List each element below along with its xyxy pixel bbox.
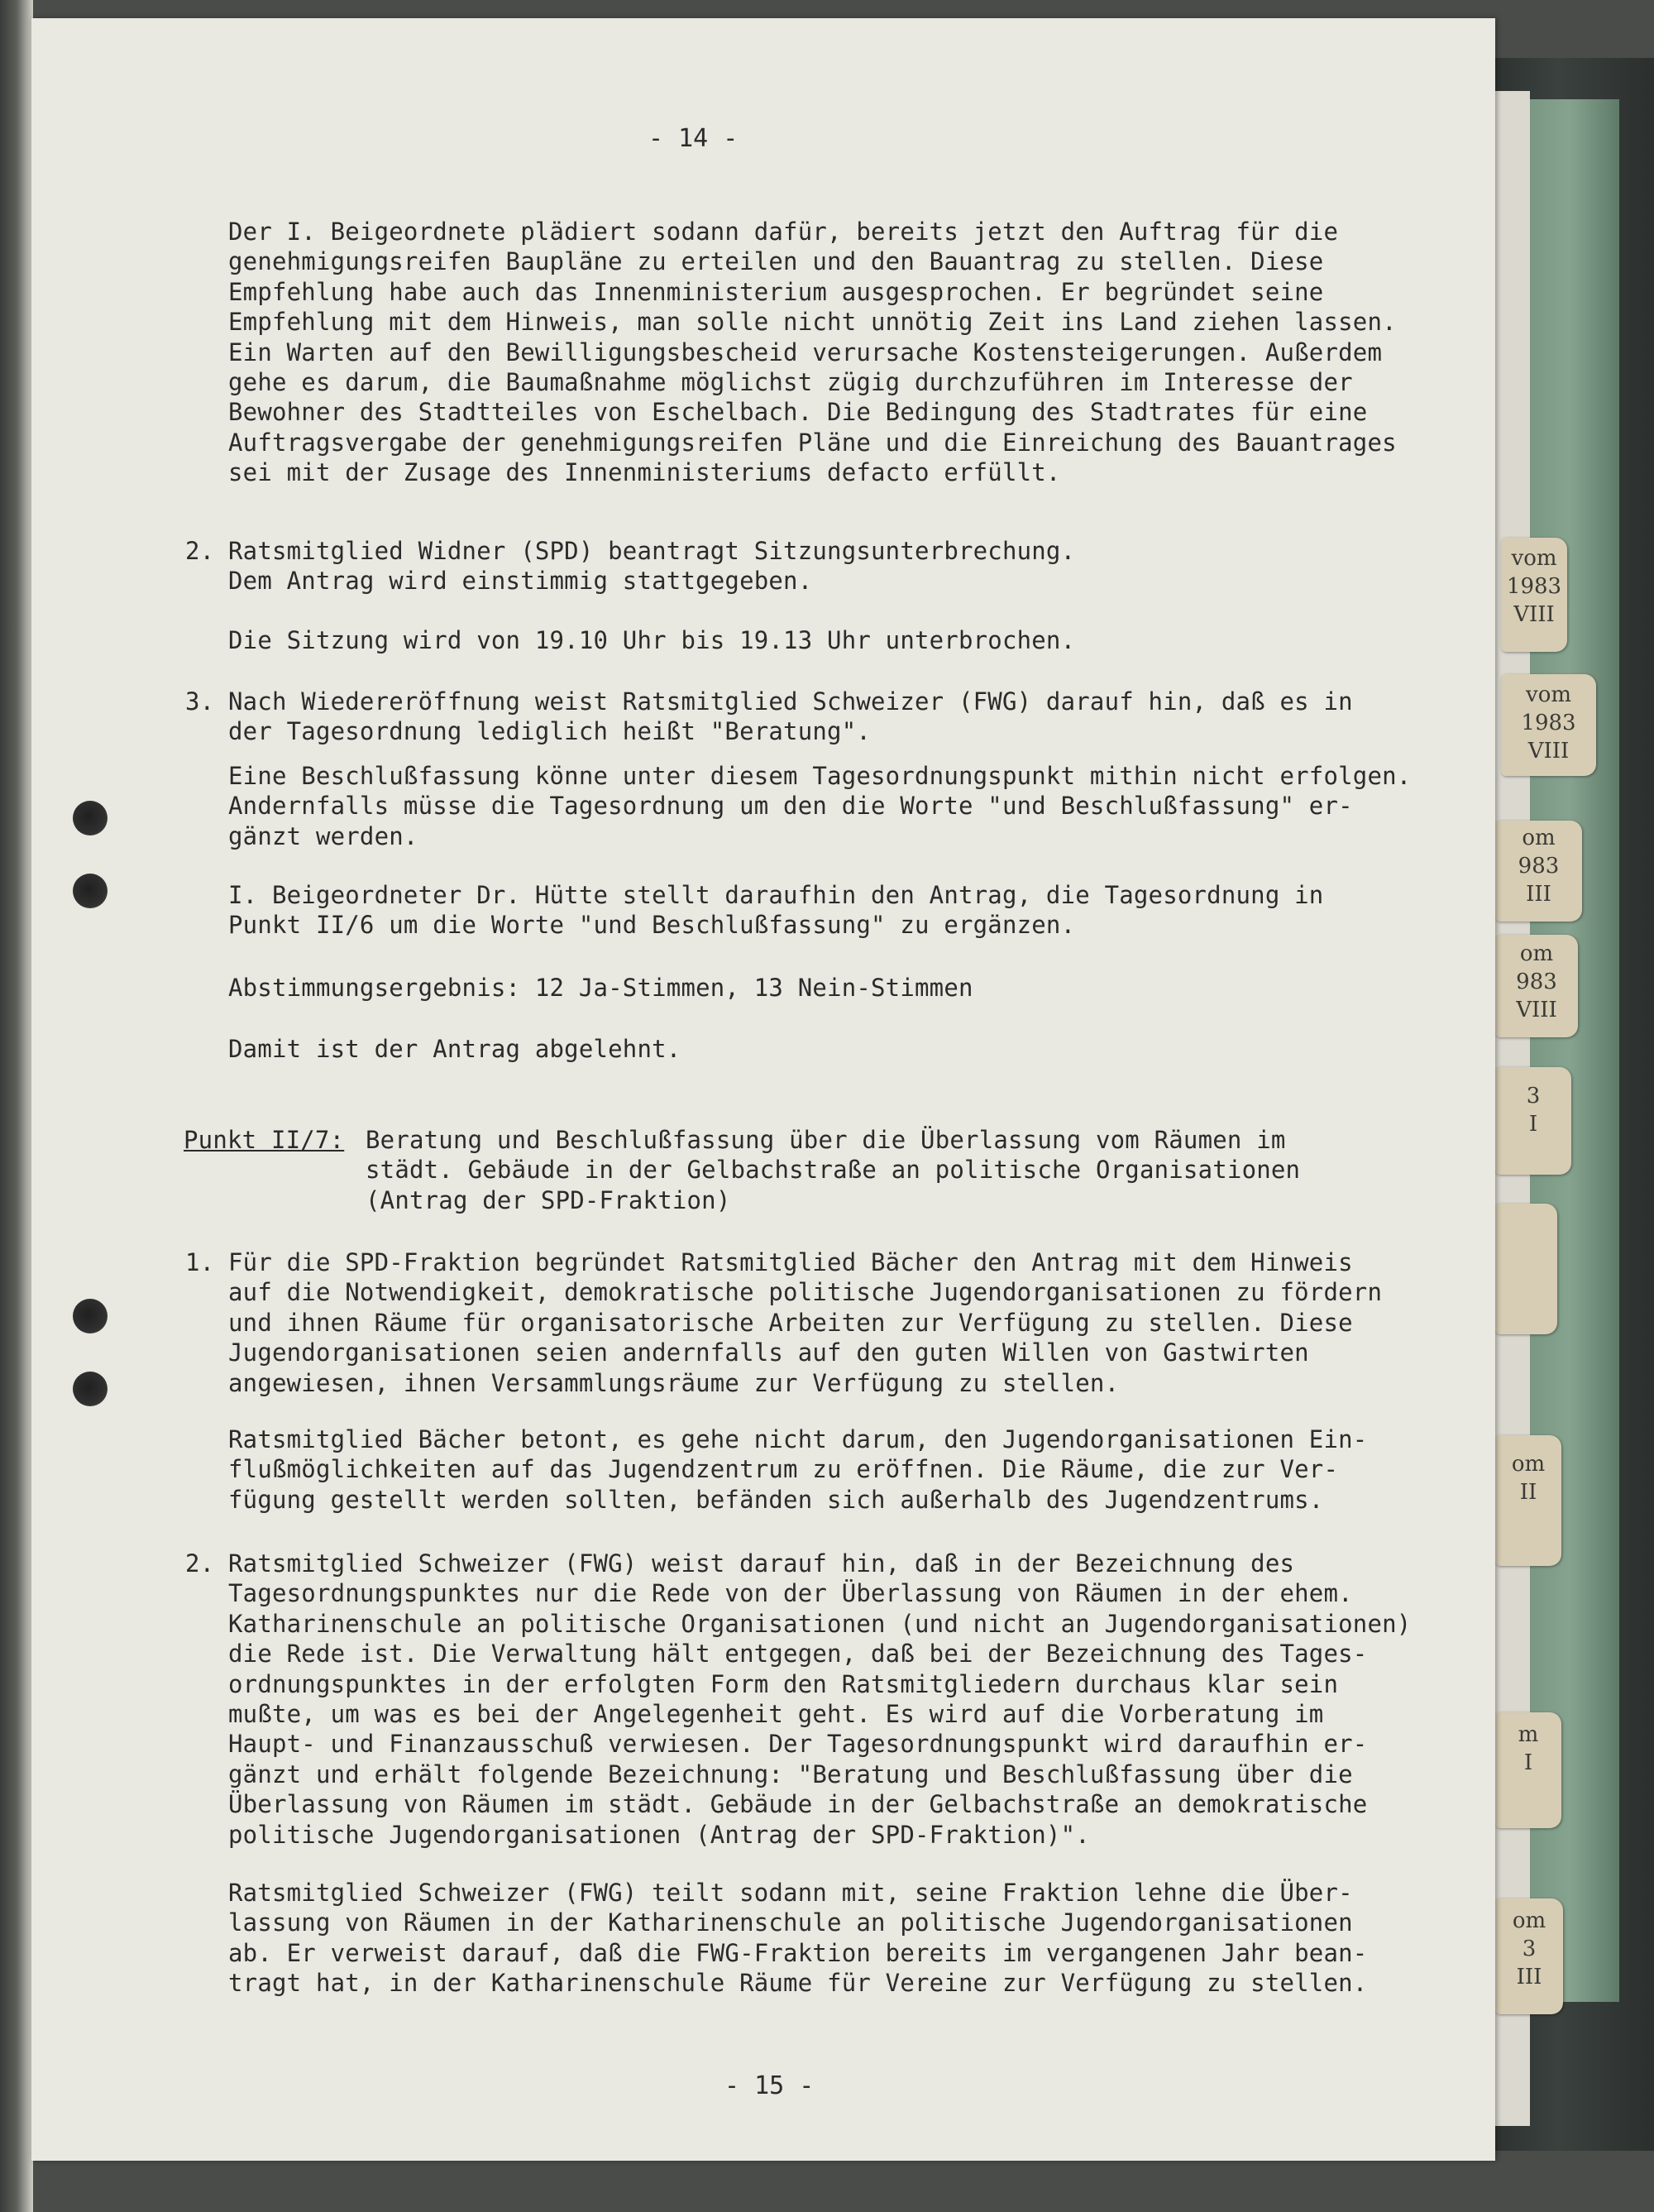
p7-item-1-text: Für die SPD-Fraktion begründet Ratsmitglied Bächer den Antrag mit dem Hinweis auf die Notwendigkeit, demokratische politische Jugendorganisationen zu fördern und ihnen Räume für organisatorische Arbeiten zur Verfügung zu stellen. Diese Jugendorganisationen seien andernfalls auf den guten Willen von Gastwirten angewiesen, ihnen Versammlungsräume zur Verfügung zu stellen.: [228, 1248, 1383, 1397]
tab-line: 3: [1522, 1937, 1537, 1961]
punch-hole: [73, 874, 108, 908]
tab-line: VIII: [1527, 739, 1570, 764]
index-tab[interactable]: [1495, 1712, 1561, 1828]
p7-item-2-paragraph-2: Ratsmitglied Schweizer (FWG) teilt sodann mit, seine Fraktion lehne die Über- lassung von Räumen in der Katharinenschule an politische Jugendorganisationen ab. Er verweist darauf, daß die FWG-Fraktion bereits im vergangenen Jahr bean- tragt hat, in der Katharinenschule Räume für Vereine zur Verfügung zu stellen.: [228, 1879, 1368, 1998]
page-number-header: - 14 -: [648, 124, 739, 153]
motion-result: Damit ist der Antrag abgelehnt.: [228, 1035, 681, 1063]
p7-item-2-text: Ratsmitglied Schweizer (FWG) weist darauf hin, daß in der Bezeichnung des Tagesordnungspunktes nur die Rede von der Überlassung von Räumen in der ehem. Katharinenschule an politische Organisationen (und nicht an Jugendorganisationen) die Rede ist. Die Verwaltung hält entgegen, daß bei der Bezeichnung des Tages- ordnungspunktes in der erfolgten Form den Ratsmitgliedern durchaus klar sein mußte, um was es bei der Angelegenheit geht. Es wird auf die Vorberatung im Haupt- und Finanzausschuß verwiesen. Der Tagesordnungspunkt wird daraufhin er- gänzt und erhält folgende Bezeichnung: "Beratung und Beschlußfassung über die Überlassung von Räumen im städt. Gebäude in der Gelbachstraße an demokratische politische Jugendorganisationen (Antrag der SPD-Fraktion)".: [228, 1549, 1412, 1849]
agenda-item-label: Punkt II/7:: [184, 1126, 345, 1154]
tab-line: 3: [1526, 1084, 1541, 1108]
punch-hole: [73, 801, 108, 835]
item-number: 2.: [185, 537, 215, 565]
item-number: 3.: [185, 687, 215, 716]
index-tab[interactable]: [1495, 821, 1582, 922]
index-tab[interactable]: [1501, 674, 1596, 776]
agenda-item-title: Beratung und Beschlußfassung über die Überlassung vom Räumen im städt. Gebäude in der Gelbachstraße an politische Organisationen (Antrag der SPD-Fraktion): [366, 1126, 1301, 1214]
punch-hole: [73, 1299, 108, 1333]
document-page: [31, 18, 1495, 2161]
tab-line: VIII: [1516, 998, 1557, 1022]
vote-result: Abstimmungsergebnis: 12 Ja-Stimmen, 13 Nein-Stimmen: [228, 974, 973, 1002]
tab-line: om: [1519, 941, 1554, 966]
tab-line: 1983: [1506, 574, 1562, 599]
tab-line: VIII: [1513, 602, 1555, 627]
index-tab[interactable]: [1495, 1067, 1571, 1175]
session-break-text: Die Sitzung wird von 19.10 Uhr bis 19.13 Uhr unterbrochen.: [228, 626, 1076, 654]
tab-line: 1983: [1521, 711, 1576, 735]
tab-line: II: [1519, 1480, 1537, 1505]
tab-line: I: [1523, 1750, 1533, 1775]
item-number: 2.: [185, 1549, 215, 1578]
tab-line: III: [1526, 882, 1551, 907]
binder-left-edge: [0, 0, 33, 2212]
tab-line: om: [1512, 1908, 1546, 1933]
tab-line: m: [1518, 1722, 1539, 1747]
item-3-paragraph-2: Eine Beschlußfassung könne unter diesem Tagesordnungspunkt mithin nicht erfolgen. Andernfalls müsse die Tagesordnung um den die Worte "und Beschlußfassung" er- gänzt werden.: [228, 762, 1412, 850]
tab-line: III: [1516, 1965, 1542, 1989]
punch-hole: [73, 1372, 108, 1406]
index-tab[interactable]: [1495, 1204, 1557, 1334]
item-3-text: Nach Wiedereröffnung weist Ratsmitglied Schweizer (FWG) darauf hin, daß es in der Tagesordnung lediglich heißt "Beratung".: [228, 687, 1353, 746]
tab-line: om: [1522, 826, 1556, 850]
item-3-paragraph-3: I. Beigeordneter Dr. Hütte stellt daraufhin den Antrag, die Tagesordnung in Punkt II/6 um die Worte "und Beschlußfassung" zu ergänzen.: [228, 881, 1324, 940]
tab-line: 983: [1516, 970, 1557, 994]
page-number-footer: - 15 -: [724, 2071, 815, 2100]
index-tab[interactable]: [1495, 1898, 1563, 2014]
tab-line: om: [1511, 1452, 1546, 1477]
tab-line: vom: [1526, 682, 1571, 707]
index-tab[interactable]: [1495, 935, 1578, 1037]
tab-line: vom: [1511, 546, 1557, 571]
tab-line: I: [1528, 1112, 1538, 1137]
tab-line: 983: [1518, 854, 1560, 879]
item-2-text: Ratsmitglied Widner (SPD) beantragt Sitzungsunterbrechung. Dem Antrag wird einstimmig stattgegeben.: [228, 537, 1076, 596]
p7-item-1-paragraph-2: Ratsmitglied Bächer betont, es gehe nicht darum, den Jugendorganisationen Ein- flußmöglichkeiten auf das Jugendzentrum zu eröffnen. Die Räume, die zur Ver- fügung gestellt werden sollten, befänden sich außerhalb des Jugendzentrums.: [228, 1425, 1368, 1514]
item-number: 1.: [185, 1248, 215, 1276]
index-tab[interactable]: [1501, 538, 1567, 652]
intro-paragraph: Der I. Beigeordnete plädiert sodann dafür, bereits jetzt den Auftrag für die genehmigungsreifen Baupläne zu erteilen und den Bauantrag zu stellen. Diese Empfehlung habe auch das Innenministerium ausgesprochen. Er begründet seine Empfehlung mit dem Hinweis, man solle nicht unnötig Zeit ins Land ziehen lassen. Ein Warten auf den Bewilligungsbescheid verursache Kostensteigerungen. Außerdem gehe es darum, die Baumaßnahme möglichst zügig durchzuführen im Interesse der Bewohner des Stadtteiles von Eschelbach. Die Bedingung des Stadtrates für eine Auftragsvergabe der genehmigungsreifen Pläne und die Einreichung des Bauantrages sei mit der Zusage des Innenministeriums defacto erfüllt.: [228, 218, 1397, 487]
index-tab[interactable]: [1495, 1435, 1561, 1566]
